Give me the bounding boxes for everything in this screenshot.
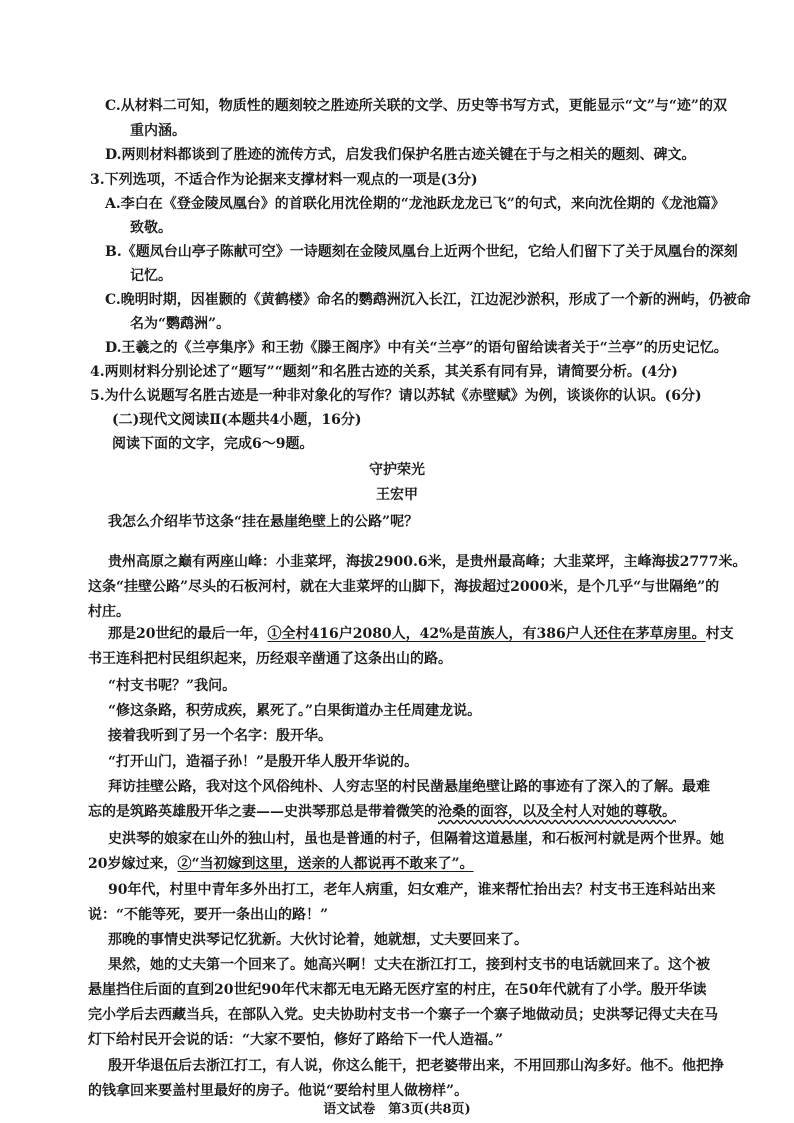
q3-option-a-line-2: 致敬。 bbox=[130, 220, 172, 236]
article-title: 守护荣光 bbox=[369, 462, 425, 478]
paragraph-7: “打开山门，造福子孙！”是殷开华人殷开华说的。 bbox=[108, 754, 419, 770]
paragraph-13-line-2: 的钱拿回来要盖村里最好的房子。他说“要给村里人做榜样”。 bbox=[88, 1083, 469, 1099]
paragraph-2-line-1: 贵州高原之巅有两座山峰：小韭菜坪，海拔2900.6米，是贵州最高峰；大韭菜坪，主峰海拔2777米。 bbox=[108, 554, 747, 570]
paragraph-10-line-2: 说：“不能等死，要开一条出山的路！” bbox=[88, 907, 329, 923]
underlined-sentence-1: ①全村416户2080人，42%是苗族人，有386户人还住在茅草房里。 bbox=[267, 626, 706, 642]
paragraph-9-text: 20岁嫁过来， bbox=[88, 856, 178, 872]
option-c-line-1: C.从材料二可知，物质性的题刻较之胜迹所关联的文学、历史等书写方式，更能显示“文”与“迹”的双 bbox=[105, 98, 727, 114]
article-author: 王宏甲 bbox=[376, 487, 418, 503]
underlined-sentence-2: ②“当初嫁到这里，送亲的人都说再不敢来了”。 bbox=[177, 856, 474, 872]
paragraph-8-line-1: 拜访挂壁公路，我对这个风俗纯朴、人穷志坚的村民凿悬崖绝壁让路的事迹有了深入的了解。最难 bbox=[108, 779, 710, 795]
paragraph-2-line-3: 村庄。 bbox=[88, 604, 130, 620]
q3-option-c-line-1: C.晚明时期，因崔颢的《黄鹤楼》命名的鹦鹉洲沉入长江，江边泥沙淤积，形成了一个新的洲屿，仍被命 bbox=[105, 292, 751, 308]
paragraph-5: “修这条路，积劳成疾，累死了。”白果街道办主任周建龙说。 bbox=[108, 703, 482, 719]
paragraph-1: 我怎么介绍毕节这条“挂在悬崖绝壁上的公路”呢？ bbox=[108, 514, 419, 530]
paragraph-3-text: 那是20世纪的最后一年， bbox=[108, 626, 268, 642]
option-c-line-2: 重内涵。 bbox=[130, 123, 186, 139]
reading-instruction: 阅读下面的文字，完成6～9题。 bbox=[112, 436, 314, 452]
q3-option-d: D.王羲之的《兰亭集序》和王勃《滕王阁序》中有关“兰亭”的语句留给读者关于“兰亭”的历史记忆。 bbox=[105, 340, 728, 356]
paragraph-12-line-3: 完小学后去西藏当兵，在部队入党。史夫协助村支书一个寨子一个寨子地做动员；史洪琴记得丈夫在马 bbox=[88, 1007, 718, 1023]
paragraph-11: 那晚的事情史洪琴记忆犹新。大伙讨论着，她就想，丈夫要回来了。 bbox=[108, 932, 528, 948]
paragraph-12-line-4: 灯下给村民开会说的话：“大家不要怕，修好了路给下一代人造福。” bbox=[88, 1032, 504, 1048]
q3-option-b-line-2: 记忆。 bbox=[130, 268, 172, 284]
question-5: 5.为什么说题写名胜古迹是一种非对象化的写作？请以苏轼《赤壁赋》为例，谈谈你的认识。(6分) bbox=[90, 388, 702, 404]
paragraph-12-line-1: 果然，她的丈夫第一个回来了。她高兴啊！丈夫在浙江打工，接到村支书的电话就回来了。这个被 bbox=[108, 957, 710, 973]
section-title: (二)现代文阅读Ⅱ(本题共4小题，16分) bbox=[112, 412, 362, 428]
question-4: 4.两则材料分别论述了“题写”“题刻”和名胜古迹的关系，其关系有同有异，请简要分析。(4分) bbox=[90, 364, 678, 380]
paragraph-2-line-2: 这条“挂壁公路”尽头的石板河村，就在大韭菜坪的山脚下，海拔超过2000米，是个几乎“与世隔绝”的 bbox=[88, 579, 720, 595]
paragraph-8-text: 忘的是筑路英雄殷开华之妻——史洪琴那总是带着微笑的 bbox=[88, 804, 438, 820]
paragraph-6: 接着我听到了另一个名字：殷开华。 bbox=[108, 728, 332, 744]
q3-option-c-line-2: 名为“鹦鹉洲”。 bbox=[130, 316, 231, 332]
paragraph-3-line-2: 书王连科把村民组织起来，历经艰辛凿通了这条出山的路。 bbox=[88, 651, 452, 667]
paragraph-10-line-1: 90年代，村里中青年多外出打工，老年人病重，妇女难产，谁来帮忙抬出去？村支书王连科站出来 bbox=[108, 882, 716, 898]
q3-option-a-line-1: A.李白在《登金陵凤凰台》的首联化用沈佺期的“龙池跃龙龙已飞”的句式，来向沈佺期的《龙池篇》 bbox=[105, 196, 725, 212]
question-3-stem: 3.下列选项，不适合作为论据来支撑材料一观点的一项是(3分) bbox=[90, 172, 478, 188]
paragraph-9-line-2 bbox=[88, 854, 474, 874]
paragraph-9-line-1: 史洪琴的娘家在山外的独山村，虽也是普通的村子，但隔着这道悬崖，和石板河村就是两个世界。她 bbox=[108, 831, 724, 847]
q3-option-b-line-1: B.《题凤台山亭子陈献可空》一诗题刻在金陵凤凰台上近两个世纪，它给人们留下了关于凤凰台的深刻 bbox=[105, 244, 738, 260]
paragraph-4: “村支书呢？”我问。 bbox=[108, 678, 237, 694]
paragraph-8-line-2 bbox=[88, 802, 676, 822]
paragraph-3-line-1 bbox=[108, 624, 734, 644]
page-footer: 语文试卷 第3页(共8页) bbox=[323, 1102, 471, 1117]
option-d: D.两则材料都谈到了胜迹的流传方式，启发我们保护名胜古迹关键在于与之相关的题刻、碑文。 bbox=[105, 147, 696, 163]
paragraph-3-tail: 村支 bbox=[705, 626, 734, 642]
paragraph-13-line-1: 殷开华退伍后去浙江打工，有人说，你这么能干，把老婆带出来，不用回那山沟多好。他不。他把挣 bbox=[108, 1058, 724, 1074]
paragraph-12-line-2: 悬崖挡住后面的直到20世纪90年代末都无电无路无医疗室的村庄，在50年代就有了小学。殷开华读 bbox=[88, 982, 707, 998]
wavy-underlined-phrase: 沧桑的面容，以及全村人对她的尊敬。 bbox=[438, 804, 676, 820]
